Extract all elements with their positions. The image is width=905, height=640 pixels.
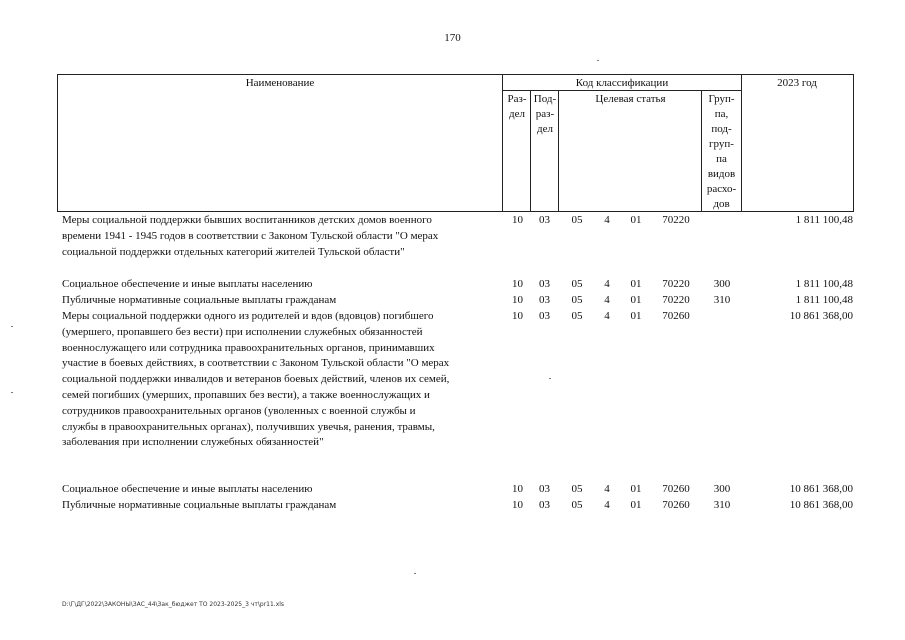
scan-speck [597, 60, 599, 61]
row-direction: 70220 [662, 278, 690, 290]
header-vid-group: Груп- па, под- груп- па видов расхо- дов [706, 93, 737, 210]
header-divider [530, 90, 531, 211]
row-direction: 70260 [662, 499, 690, 511]
header-divider [502, 90, 741, 91]
row-program: 05 [571, 278, 583, 290]
page-number: 170 [444, 32, 461, 44]
row-razdel: 10 [512, 214, 523, 226]
row-measure: 01 [630, 294, 642, 306]
scan-speck [11, 326, 13, 327]
header-divider [558, 90, 559, 211]
row-podrazdel: 03 [539, 278, 550, 290]
row-name: Публичные нормативные социальные выплаты гражданам [62, 499, 337, 511]
row-measure: 01 [630, 310, 642, 322]
row-program: 05 [571, 483, 583, 495]
row-vid: 310 [713, 294, 731, 306]
header-divider [701, 90, 702, 211]
row-measure: 01 [630, 214, 642, 226]
row-podrazdel: 03 [539, 214, 550, 226]
row-subprogram: 4 [604, 483, 610, 495]
row-measure: 01 [630, 483, 642, 495]
row-subprogram: 4 [604, 214, 610, 226]
scan-speck [11, 392, 13, 393]
row-razdel: 10 [512, 310, 523, 322]
row-direction: 70220 [662, 214, 690, 226]
row-direction: 70260 [662, 483, 690, 495]
row-amount: 1 811 100,48 [795, 278, 853, 290]
row-name: Социальное обеспечение и иные выплаты населению [62, 483, 313, 495]
row-podrazdel: 03 [539, 499, 550, 511]
header-razdel: Раз- дел [507, 93, 527, 120]
header-year: 2023 год [777, 77, 817, 89]
row-amount: 1 811 100,48 [795, 294, 853, 306]
row-name: Публичные нормативные социальные выплаты гражданам [62, 294, 337, 306]
scan-speck [414, 573, 416, 574]
row-vid: 300 [713, 483, 731, 495]
row-razdel: 10 [512, 294, 523, 306]
row-program: 05 [571, 294, 583, 306]
row-razdel: 10 [512, 499, 523, 511]
row-podrazdel: 03 [539, 310, 550, 322]
row-subprogram: 4 [604, 294, 610, 306]
header-name: Наименование [245, 77, 315, 89]
row-razdel: 10 [512, 483, 523, 495]
row-amount: 10 861 368,00 [789, 483, 853, 495]
header-divider [741, 75, 742, 211]
row-amount: 10 861 368,00 [789, 310, 853, 322]
header-target-article: Целевая статья [595, 93, 666, 105]
row-podrazdel: 03 [539, 294, 550, 306]
row-measure: 01 [630, 278, 642, 290]
header-podrazdel: Под- раз- дел [533, 93, 557, 135]
footer-file-path: D:\Г\ДГ\2022\ЗАКОНЫ\ЗАС_44\Зак_бюджет ТО 2023-2025_3 чт\pr11.xls [62, 601, 285, 608]
row-program: 05 [571, 310, 583, 322]
table-header [57, 74, 854, 212]
row-name: Меры социальной поддержки бывших воспитанников детских домов военного времени 1941 - 1945 годов в соответствии с Законом Тульской области "О мерах социальной поддержки отдельных категорий жителей Тульской области" [62, 214, 439, 258]
row-program: 05 [571, 214, 583, 226]
row-subprogram: 4 [604, 499, 610, 511]
row-direction: 70220 [662, 294, 690, 306]
row-name: Социальное обеспечение и иные выплаты населению [62, 278, 313, 290]
row-razdel: 10 [512, 278, 523, 290]
header-divider [502, 75, 503, 211]
row-subprogram: 4 [604, 310, 610, 322]
row-vid: 300 [713, 278, 731, 290]
row-program: 05 [571, 499, 583, 511]
row-amount: 1 811 100,48 [795, 214, 853, 226]
row-vid: 310 [713, 499, 731, 511]
row-measure: 01 [630, 499, 642, 511]
row-amount: 10 861 368,00 [789, 499, 853, 511]
row-direction: 70260 [662, 310, 690, 322]
row-subprogram: 4 [604, 278, 610, 290]
header-classification-code: Код классификации [575, 77, 669, 89]
row-podrazdel: 03 [539, 483, 550, 495]
row-name: Меры социальной поддержки одного из родителей и вдов (вдовцов) погибшего (умершего, пропавшего без вести) при исполнении служебных обязанностей военнослужащего или сотрудника правоохранительных органов, принимавших участие в боевых действиях, в соответствии с Законом Тульской области "О мерах социальной поддержки инвалидов и ветеранов боевых действий, членов их семей, семей погибших (умерших, пропавших без вести), а также военнослужащих и сотрудников правоохранительных органов (уволенных с военной службы и службы в правоохранительных органах), получивших увечья, ранения, травмы, заболевания при исполнении служебных обязанностей" [62, 310, 450, 449]
scan-speck [549, 378, 551, 379]
